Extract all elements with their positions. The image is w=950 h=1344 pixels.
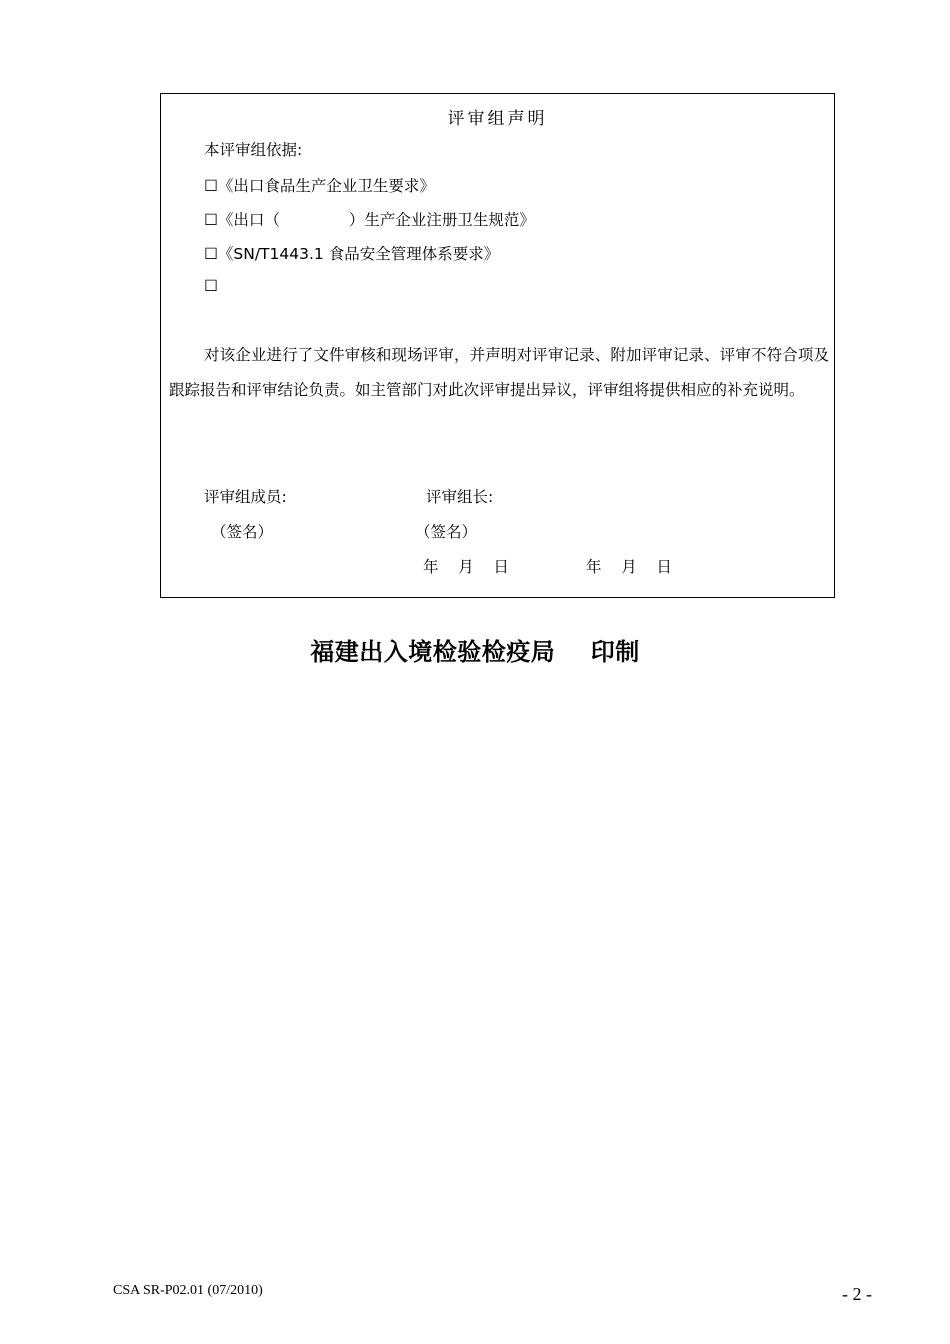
statement-box — [160, 93, 835, 598]
basis-item-2 — [204, 208, 535, 230]
basis-item-4 — [204, 277, 218, 295]
checkbox-icon[interactable]: ☐ — [204, 277, 218, 295]
leader-label: 评审组长: — [426, 488, 494, 506]
members-signature: （签名） — [211, 523, 274, 541]
members-date: 年 月 日 — [423, 558, 509, 576]
basis-item-text: 《出口食品生产企业卫生要求》 — [217, 177, 435, 195]
basis-item-text: 《出口（ ）生产企业注册卫生规范》 — [217, 211, 535, 229]
checkbox-icon[interactable]: ☐ — [204, 211, 218, 229]
basis-intro: 本评审组依据: — [204, 141, 303, 159]
leader-signature: （签名） — [415, 523, 478, 541]
checkbox-icon[interactable]: ☐ — [204, 177, 218, 195]
leader-date: 年 月 日 — [586, 558, 672, 576]
basis-item-1 — [204, 174, 435, 196]
members-label: 评审组成员: — [204, 488, 287, 506]
statement-paragraph: 对该企业进行了文件审核和现场评审，并声明对评审记录、附加评审记录、评审不符合项及跟踪报告和评审结论负责。如主管部门对此次评审提出异议，评审组将提供相应的补充说明。 — [169, 346, 829, 399]
form-code: CSA SR-P02.01 (07/2010) — [113, 1283, 263, 1298]
checkbox-icon[interactable]: ☐ — [204, 245, 218, 263]
publisher-line: 福建出入境检验检疫局 印制 — [310, 637, 640, 666]
page-number: - 2 - — [842, 1284, 872, 1304]
basis-item-3 — [204, 242, 499, 264]
basis-item-text: 《SN/T1443.1 食品安全管理体系要求》 — [217, 245, 500, 263]
statement-title: 评审组声明 — [447, 109, 548, 129]
